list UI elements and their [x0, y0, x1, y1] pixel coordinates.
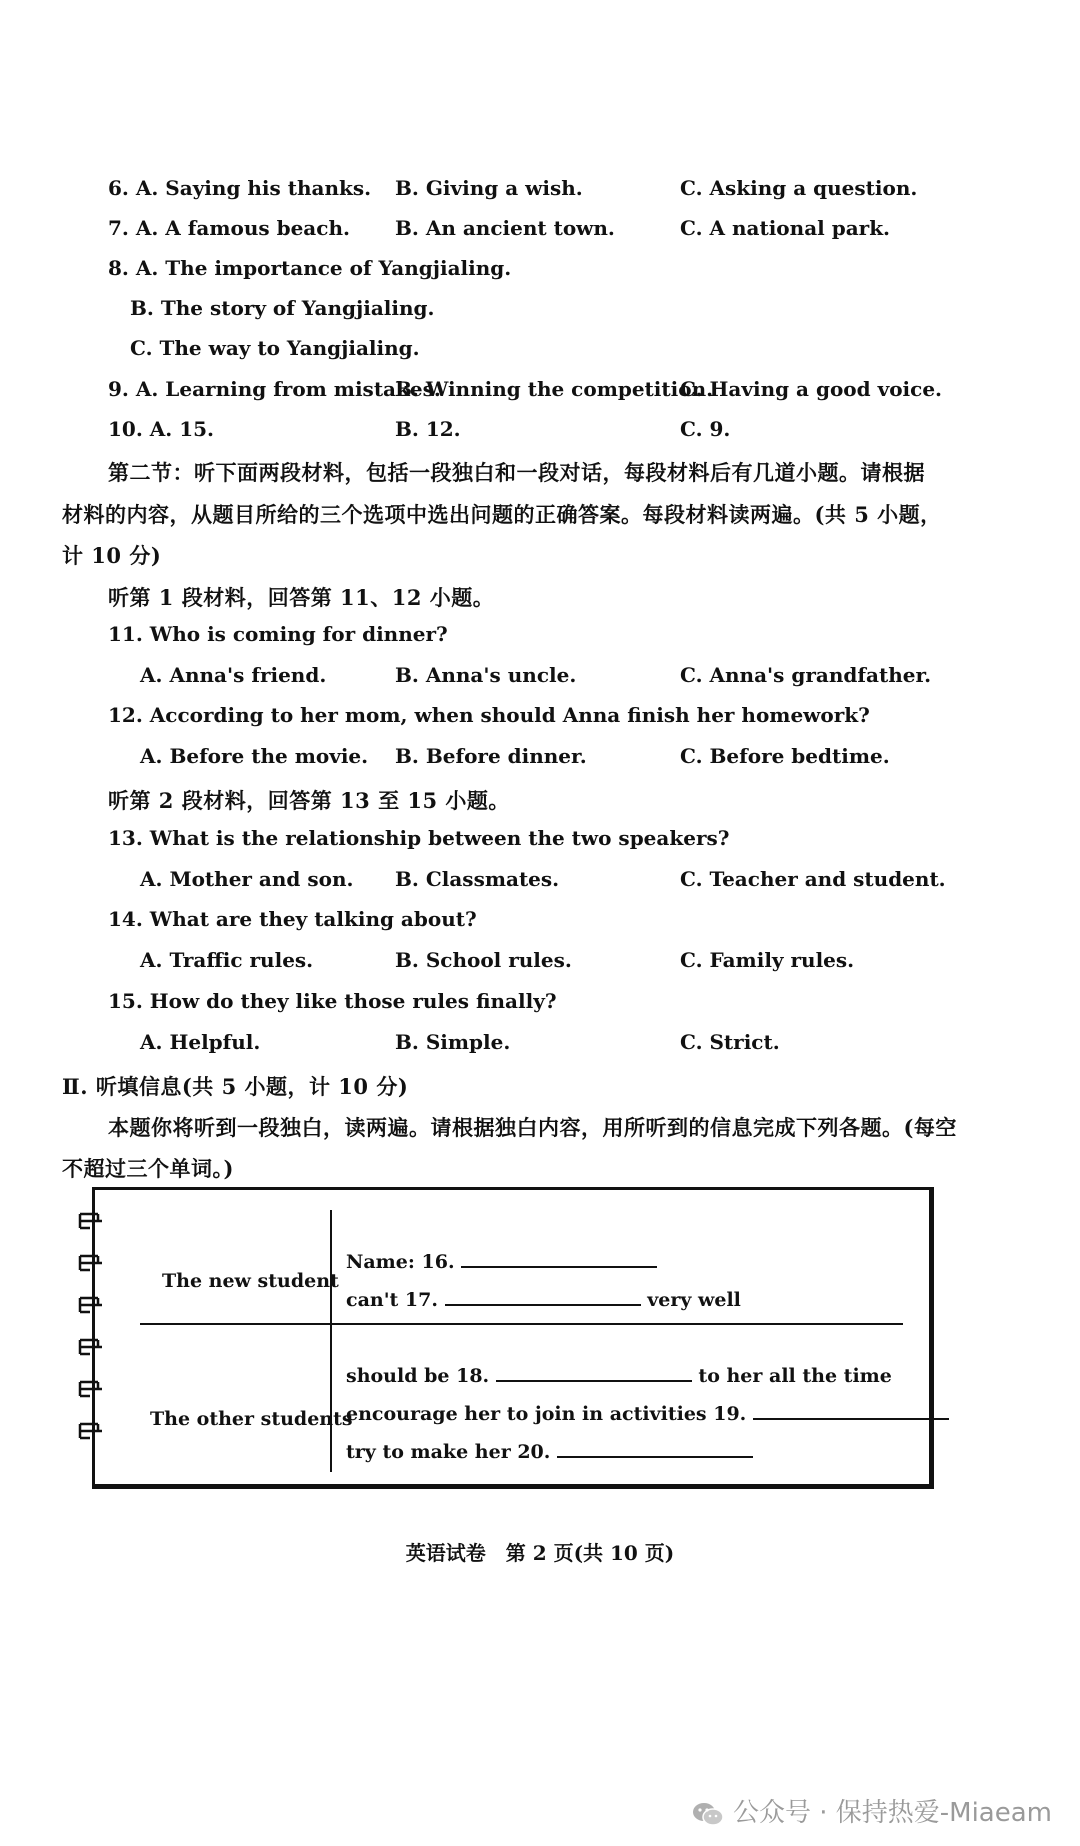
q15-option-a: A. Helpful. — [140, 1030, 261, 1054]
q15-option-c: C. Strict. — [680, 1030, 780, 1054]
q13-stem: 13. What is the relationship between the two speakers? — [108, 826, 730, 850]
watermark — [691, 1792, 1052, 1829]
q9-option-c: C. Having a good voice. — [680, 377, 943, 401]
q10-option-b: B. 12. — [395, 417, 461, 441]
q12-option-b: B. Before dinner. — [395, 744, 587, 768]
q11-option-a: A. Anna's friend. — [140, 663, 327, 687]
q9-option-a: 9. A. Learning from mistakes. — [108, 377, 441, 401]
q8-option-c: C. The way to Yangjialing. — [130, 336, 420, 360]
blank-16[interactable] — [461, 1248, 657, 1268]
q11-option-c: C. Anna's grandfather. — [680, 663, 932, 687]
table-divider-horizontal — [140, 1323, 903, 1325]
q13-option-c: C. Teacher and student. — [680, 867, 946, 891]
blank-19-prefix: encourage her to join in activities 19. — [346, 1403, 747, 1425]
part2-instruction-line2: 不超过三个单词。) — [62, 1156, 234, 1181]
section2-instruction-line2: 材料的内容，从题目所给的三个选项中选出问题的正确答案。每段材料读两遍。(共 5 小题， — [62, 502, 942, 527]
q12-option-c: C. Before bedtime. — [680, 744, 890, 768]
q6-option-a: 6. A. Saying his thanks. — [108, 176, 372, 200]
q14-option-b: B. School rules. — [395, 948, 572, 972]
material1-intro: 听第 1 段材料，回答第 11、12 小题。 — [108, 585, 495, 610]
section2-instruction-line1: 第二节：听下面两段材料，包括一段独白和一段对话，每段材料后有几道小题。请根据 — [108, 460, 925, 485]
blank-20-row — [346, 1438, 753, 1463]
notebook-ring-icon — [76, 1336, 106, 1358]
page-footer: 英语试卷 第 2 页(共 10 页) — [405, 1541, 675, 1565]
q6-option-b: B. Giving a wish. — [395, 176, 583, 200]
blank-17-row — [346, 1286, 741, 1311]
blank-18[interactable] — [496, 1362, 692, 1382]
row-label-new-student: The new student — [162, 1270, 339, 1292]
blank-17-prefix: can't 17. — [346, 1289, 438, 1311]
q11-option-b: B. Anna's uncle. — [395, 663, 577, 687]
q13-option-a: A. Mother and son. — [140, 867, 354, 891]
blank-19[interactable] — [753, 1400, 949, 1420]
blank-18-suffix: to her all the time — [698, 1365, 892, 1387]
q15-option-b: B. Simple. — [395, 1030, 511, 1054]
watermark-text: 公众号 · 保持热爱-Miaeam — [732, 1798, 1052, 1828]
wechat-icon — [691, 1800, 725, 1828]
blank-18-row — [346, 1362, 892, 1387]
blank-20[interactable] — [557, 1438, 753, 1458]
q7-option-c: C. A national park. — [680, 216, 891, 240]
notebook-ring-icon — [76, 1252, 106, 1274]
q8-option-b: B. The story of Yangjialing. — [130, 296, 435, 320]
q12-stem: 12. According to her mom, when should Anna finish her homework? — [108, 703, 870, 727]
q8-option-a: 8. A. The importance of Yangjialing. — [108, 256, 512, 280]
notebook-ring-icon — [76, 1210, 106, 1232]
part2-heading: Ⅱ. 听填信息(共 5 小题，计 10 分) — [62, 1074, 409, 1099]
q14-stem: 14. What are they talking about? — [108, 907, 477, 931]
notebook-ring-icon — [76, 1294, 106, 1316]
blank-17[interactable] — [445, 1286, 641, 1306]
material2-intro: 听第 2 段材料，回答第 13 至 15 小题。 — [108, 788, 510, 813]
q9-option-b: B. Winning the competition. — [395, 377, 714, 401]
q13-option-b: B. Classmates. — [395, 867, 560, 891]
part2-instruction-line1: 本题你将听到一段独白，读两遍。请根据独白内容，用所听到的信息完成下列各题。(每空 — [108, 1115, 957, 1140]
q6-option-c: C. Asking a question. — [680, 176, 918, 200]
blank-18-prefix: should be 18. — [346, 1365, 490, 1387]
section2-instruction-line3: 计 10 分) — [62, 543, 162, 568]
q14-option-c: C. Family rules. — [680, 948, 855, 972]
q7-option-b: B. An ancient town. — [395, 216, 615, 240]
blank-16-row — [346, 1248, 657, 1273]
notebook-ring-icon — [76, 1378, 106, 1400]
notebook-ring-icon — [76, 1420, 106, 1442]
q10-option-c: C. 9. — [680, 417, 731, 441]
q14-option-a: A. Traffic rules. — [140, 948, 314, 972]
blank-16-prefix: Name: 16. — [346, 1251, 455, 1273]
q7-option-a: 7. A. A famous beach. — [108, 216, 350, 240]
q15-stem: 15. How do they like those rules finally? — [108, 989, 557, 1013]
blank-17-suffix: very well — [647, 1289, 741, 1311]
row-label-other-students: The other students — [150, 1408, 353, 1430]
q11-stem: 11. Who is coming for dinner? — [108, 622, 448, 646]
blank-20-prefix: try to make her 20. — [346, 1441, 551, 1463]
blank-19-row — [346, 1400, 949, 1425]
q10-option-a: 10. A. 15. — [108, 417, 214, 441]
table-divider-vertical — [330, 1210, 332, 1472]
q12-option-a: A. Before the movie. — [140, 744, 369, 768]
